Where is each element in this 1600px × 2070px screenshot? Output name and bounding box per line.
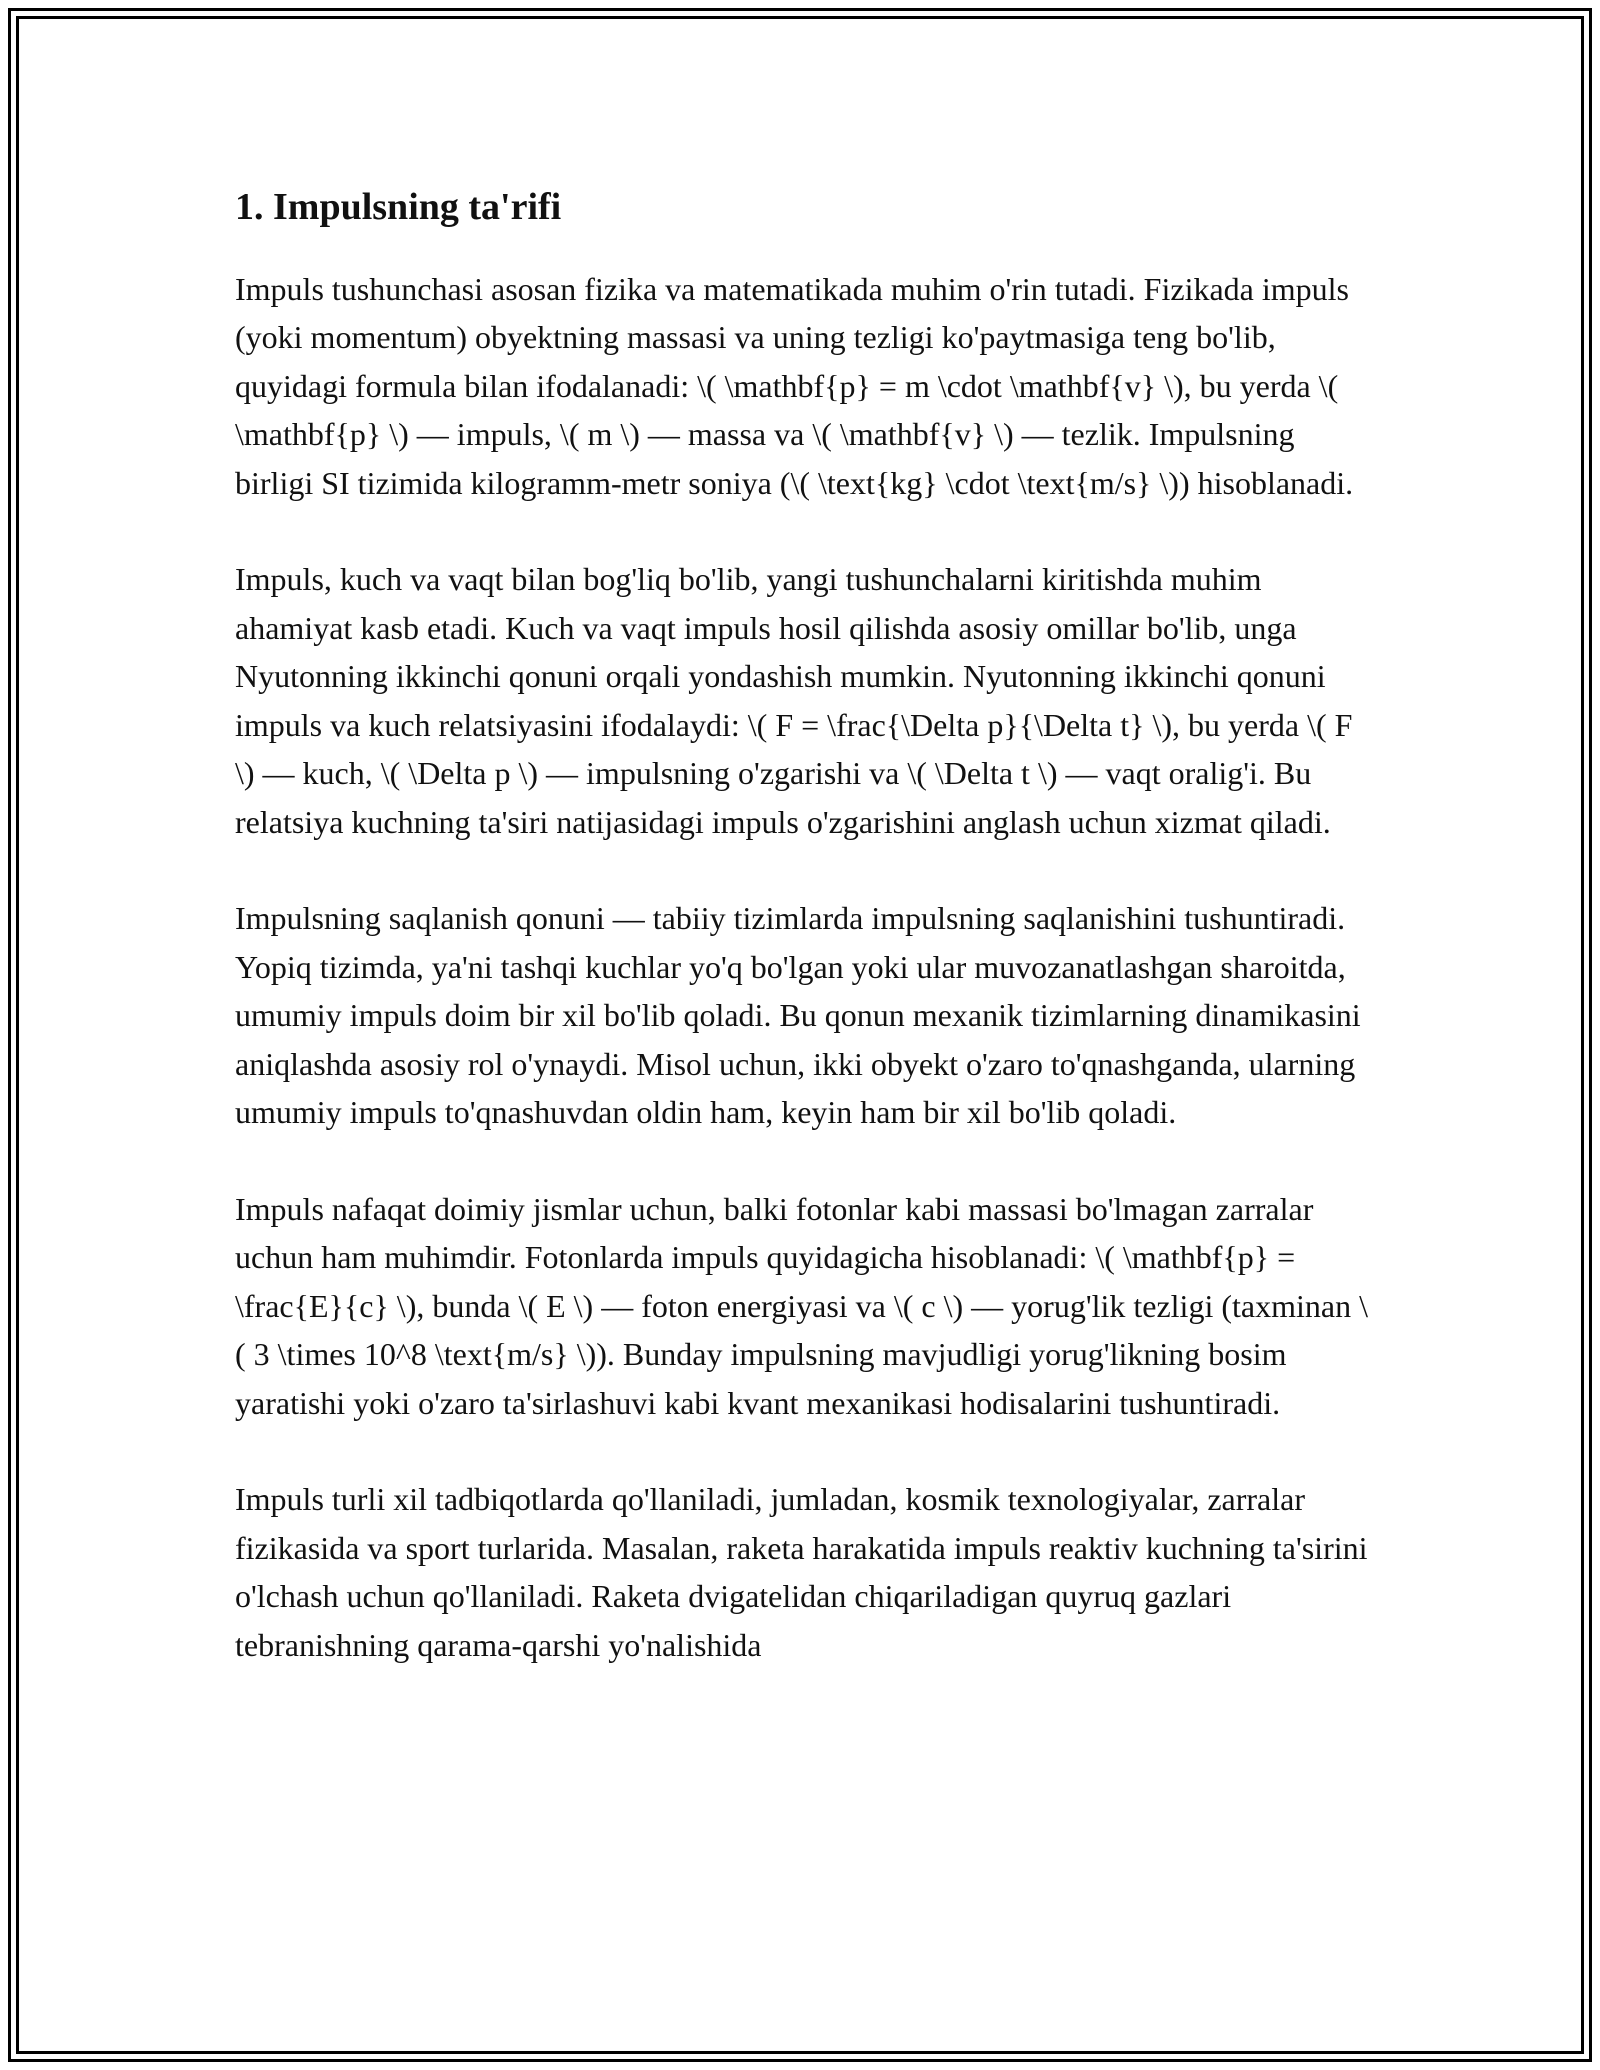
document-body — [235, 185, 1375, 1717]
paragraph-definition: Impuls tushunchasi asosan fizika va matematikada muhim o'rin tutadi. Fizikada impuls (yoki momentum) obyektning massasi va uning tezligi ko'paytmasiga teng bo'lib, quyidagi formula bilan ifodalanadi: \( \mathbf{p} = m \cdot \mathbf{v} \), bu yerda \( \mathbf{p} \) — impuls, \( m \) — massa va \( \mathbf{v} \) — tezlik. Impulsning birligi SI tizimida kilogramm-metr soniya (\( \text{kg} \cdot \text{m/s} \)) hisoblanadi. — [235, 270, 1354, 501]
paragraph-photon: Impuls nafaqat doimiy jismlar uchun, balki fotonlar kabi massasi bo'lmagan zarralar uchun ham muhimdir. Fotonlarda impuls quyidagicha hisoblanadi: \( \mathbf{p} = \frac{E}{c} \), bunda \( E \) — foton energiyasi va \( c \) — yorug'lik tezligi (taxminan \( 3 \times 10^8 \text{m/s} \)). Bunday impulsning mavjudligi yorug'likning bosim yaratishi yoki o'zaro ta'sirlashuvi kabi kvant mexanikasi hodisalarini tushuntiradi. — [235, 1190, 1368, 1421]
paragraph-force-time: Impuls, kuch va vaqt bilan bog'liq bo'lib, yangi tushunchalarni kiritishda muhim ahamiyat kasb etadi. Kuch va vaqt impuls hosil qilishda asosiy omillar bo'lib, unga Nyutonning ikkinchi qonuni orqali yondashish mumkin. Nyutonning ikkinchi qonuni impuls va kuch relatsiyasini ifodalaydi: \( F = \frac{\Delta p}{\Delta t} \), bu yerda \( F \) — kuch, \( \Delta p \) — impulsning o'zgarishi va \( \Delta t \) — vaqt oralig'i. Bu relatsiya kuchning ta'siri natijasidagi impuls o'zgarishini anglash uchun xizmat qiladi. — [235, 561, 1353, 840]
paragraph-conservation: Impulsning saqlanish qonuni — tabiiy tizimlarda impulsning saqlanishini tushuntiradi. Yopiq tizimda, ya'ni tashqi kuchlar yo'q bo'lgan yoki ular muvozanatlashgan sharoitda, umumiy impuls doim bir xil bo'lib qoladi. Bu qonun mexanik tizimlarning dinamikasini aniqlashda asosiy rol o'ynaydi. Misol uchun, ikki obyekt o'zaro to'qnashganda, ularning umumiy impuls to'qnashuvdan oldin ham, keyin ham bir xil bo'lib qoladi. — [235, 900, 1361, 1131]
paragraph-applications: Impuls turli xil tadbiqotlarda qo'llaniladi, jumladan, kosmik texnologiyalar, zarralar fizikasida va sport turlarida. Masalan, raketa harakatida impuls reaktiv kuchning ta'sirini o'lchash uchun qo'llaniladi. Raketa dvigatelidan chiqariladigan quyruq gazlari tebranishning qarama-qarshi yo'nalishida — [235, 1481, 1368, 1663]
section-heading: 1. Impulsning ta'rifi — [235, 186, 562, 228]
